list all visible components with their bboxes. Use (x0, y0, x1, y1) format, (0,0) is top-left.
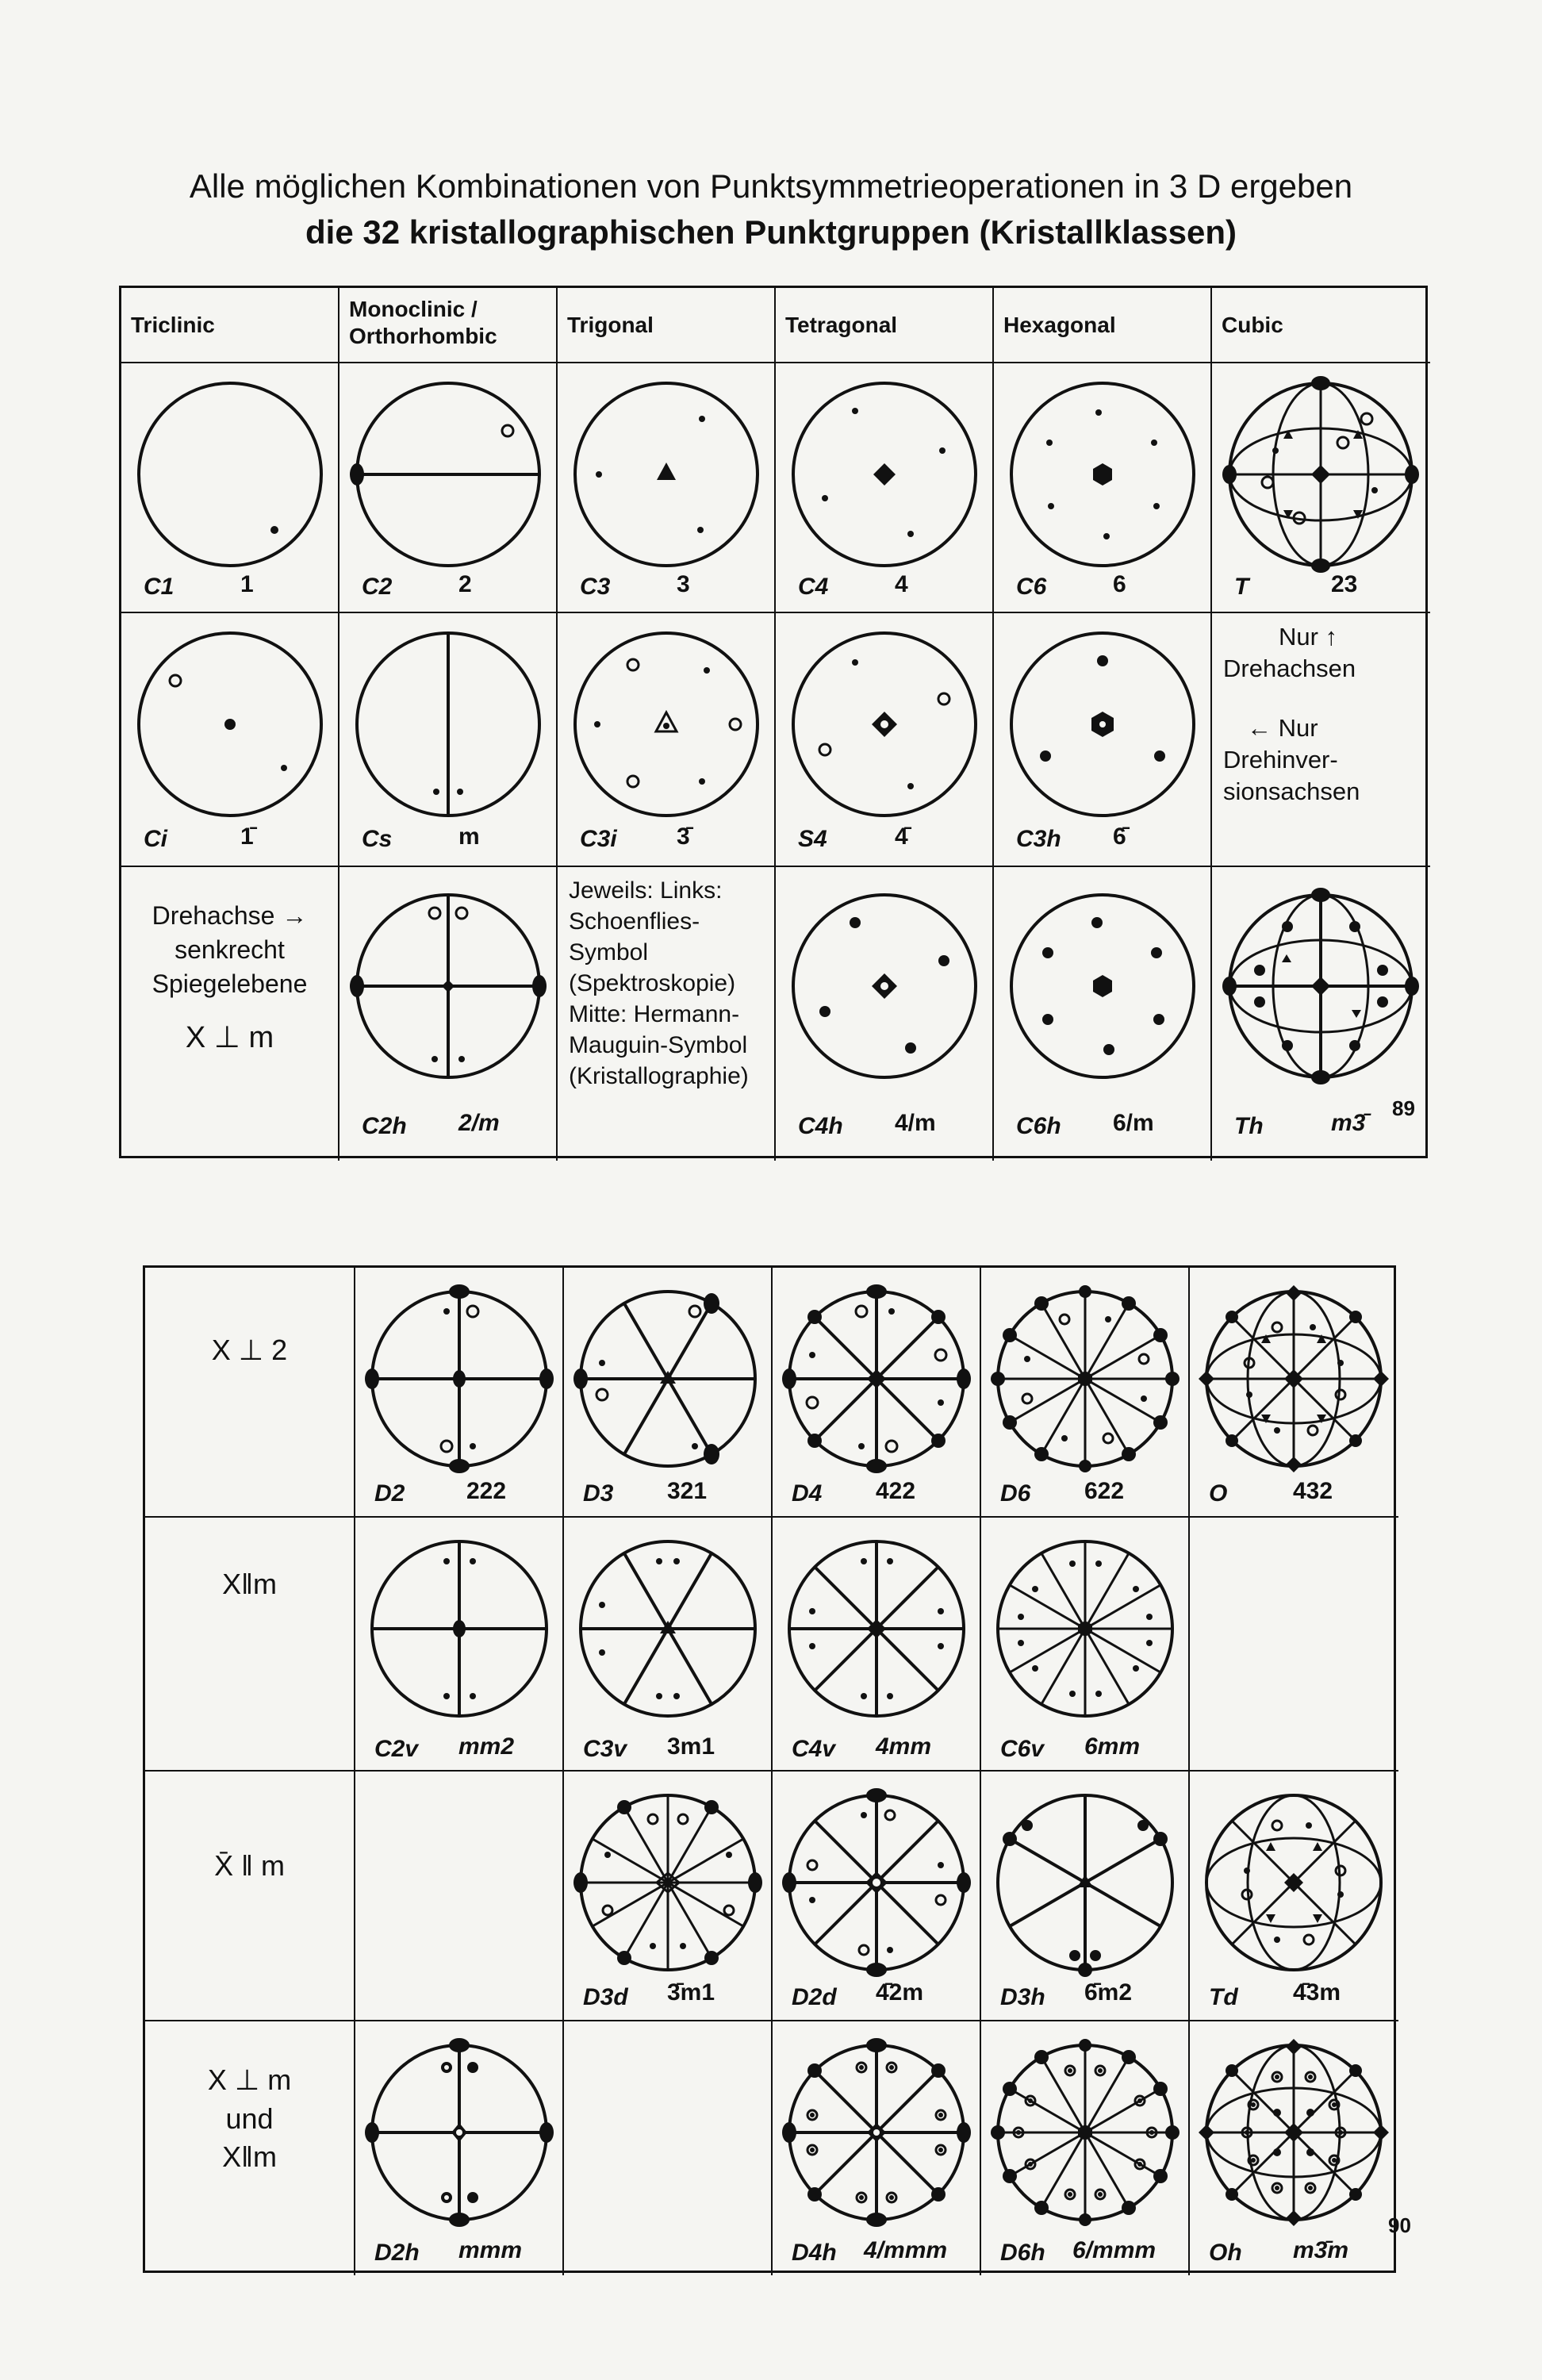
cell-empty (564, 2021, 773, 2275)
cell-D2d (773, 1772, 981, 2021)
cell-C1 (121, 363, 339, 613)
row-label-perp-and-parallel-m (145, 2021, 355, 2275)
note-line: sionsachsen (1223, 777, 1360, 806)
cell-C2v (355, 1518, 564, 1772)
note-line: Mitte: Hermann- (569, 1001, 740, 1027)
cell-C6 (994, 363, 1212, 613)
cell-C2 (339, 363, 558, 613)
schoenflies-symbol: C2 (362, 574, 393, 600)
hermann-mauguin-symbol: 3 (677, 571, 690, 597)
hermann-mauguin-symbol: 1̄ (240, 823, 254, 850)
hermann-mauguin-symbol: 4̄3m (1293, 1979, 1341, 2006)
row-label-perp (121, 867, 339, 1161)
schoenflies-symbol: C6h (1016, 1113, 1061, 1139)
hermann-mauguin-symbol: 3m1 (667, 1733, 715, 1760)
schoenflies-symbol: C3i (580, 826, 617, 852)
cell-C4v (773, 1518, 981, 1772)
hermann-mauguin-symbol: 222 (466, 1478, 507, 1504)
hermann-mauguin-symbol: 6/mmm (1072, 2237, 1156, 2263)
point-group-table-1 (119, 286, 1428, 1158)
row-label-parallel-m (145, 1518, 355, 1772)
hermann-mauguin-symbol: 6̄m2 (1084, 1979, 1133, 2006)
note-line: Nur ↑ (1279, 623, 1338, 651)
hermann-mauguin-symbol: 2 (458, 571, 472, 597)
row-label-line: Drehachse → (152, 901, 308, 930)
cell-O (1190, 1268, 1398, 1518)
schoenflies-symbol: C2h (362, 1113, 407, 1139)
cell-D2 (355, 1268, 564, 1518)
cell-empty (355, 1772, 564, 2021)
hermann-mauguin-symbol: 4/mmm (864, 2237, 948, 2263)
note-line: Schoenflies- (569, 908, 700, 935)
cell-D3d (564, 1772, 773, 2021)
row-label-line: X‖m (222, 1568, 277, 1600)
hermann-mauguin-symbol: 4 (895, 571, 908, 597)
cell-C3h (994, 613, 1212, 867)
hermann-mauguin-symbol: 4mm (876, 1733, 932, 1760)
point-group-table-2 (143, 1265, 1396, 2273)
schoenflies-symbol: D6 (1000, 1480, 1031, 1507)
cell-Ci (121, 613, 339, 867)
note-line: ← Nur (1247, 713, 1318, 742)
note-line: Drehinver- (1223, 745, 1338, 774)
note-line: Jeweils: Links: (569, 877, 723, 904)
note-line: Drehachsen (1223, 654, 1356, 683)
cell-C2h (339, 867, 558, 1161)
row-label-line: X ⊥ m (207, 2063, 292, 2096)
row-label-line: X ⊥ 2 (211, 1334, 288, 1366)
cell-D4 (773, 1268, 981, 1518)
cell-Oh (1190, 2021, 1398, 2275)
schoenflies-symbol: D3 (583, 1480, 614, 1507)
cell-C6h (994, 867, 1212, 1161)
cell-C4 (776, 363, 994, 613)
hermann-mauguin-symbol: 2/m (458, 1110, 500, 1136)
hermann-mauguin-symbol: 1 (240, 571, 254, 597)
row-label-line: und (225, 2102, 274, 2135)
cell-D6h (981, 2021, 1190, 2275)
note-line: (Kristallographie) (569, 1063, 749, 1089)
schoenflies-symbol: D2h (374, 2240, 420, 2266)
row-label-perp-2 (145, 1268, 355, 1518)
header-triclinic: Triclinic (121, 288, 339, 363)
title-line-2: die 32 kristallographischen Punktgruppen (Kristallklassen) (305, 213, 1237, 251)
schoenflies-symbol: D4h (792, 2240, 837, 2266)
cell-D3h (981, 1772, 1190, 2021)
page-number-90: 90 (1388, 2213, 1411, 2237)
schoenflies-symbol: D2d (792, 1984, 837, 2010)
schoenflies-symbol: T (1234, 574, 1249, 600)
schoenflies-symbol: C3v (583, 1736, 627, 1762)
schoenflies-symbol: D4 (792, 1480, 823, 1507)
schoenflies-symbol: S4 (798, 826, 827, 852)
schoenflies-symbol: C2v (374, 1736, 419, 1762)
schoenflies-symbol: D6h (1000, 2240, 1045, 2266)
row-label-inversion-parallel-m (145, 1772, 355, 2021)
schoenflies-symbol: Ci (144, 826, 167, 852)
schoenflies-symbol: D3h (1000, 1984, 1045, 2010)
header-cubic: Cubic (1212, 288, 1430, 363)
header-trigonal: Trigonal (558, 288, 776, 363)
cell-S4 (776, 613, 994, 867)
note-line: (Spektroskopie) (569, 970, 736, 996)
schoenflies-symbol: Th (1234, 1113, 1264, 1139)
row-label-line: Spiegelebene (152, 969, 308, 999)
hermann-mauguin-symbol: mmm (458, 2237, 523, 2263)
hermann-mauguin-symbol: 622 (1084, 1478, 1125, 1504)
hermann-mauguin-symbol: 6̄ (1113, 823, 1126, 850)
schoenflies-symbol: Cs (362, 826, 393, 852)
schoenflies-symbol: Oh (1209, 2240, 1242, 2266)
cell-T (1212, 363, 1430, 613)
hermann-mauguin-symbol: 4/m (895, 1110, 936, 1136)
header-tetragonal: Tetragonal (776, 288, 994, 363)
note-line: Symbol (569, 939, 649, 965)
schoenflies-symbol: C6 (1016, 574, 1047, 600)
row-label-line: X ⊥ m (185, 1020, 274, 1054)
schoenflies-symbol: C3 (580, 574, 611, 600)
cell-D2h (355, 2021, 564, 2275)
cell-Td (1190, 1772, 1398, 2021)
cell-C3v (564, 1518, 773, 1772)
hermann-mauguin-symbol: 4̄ (895, 823, 908, 850)
schoenflies-symbol: C1 (144, 574, 175, 600)
cell-C3 (558, 363, 776, 613)
hermann-mauguin-symbol: 3̄m1 (667, 1979, 715, 2006)
cell-C4h (776, 867, 994, 1161)
header-hexagonal: Hexagonal (994, 288, 1212, 363)
page-number-89: 89 (1392, 1096, 1415, 1120)
schoenflies-symbol: C6v (1000, 1736, 1045, 1762)
schoenflies-symbol: C3h (1016, 826, 1061, 852)
schoenflies-symbol: C4h (798, 1113, 843, 1139)
schoenflies-symbol: O (1209, 1480, 1228, 1507)
cell-D4h (773, 2021, 981, 2275)
row-label-line: X̄ ‖ m (214, 1849, 285, 1882)
hermann-mauguin-symbol: 23 (1331, 571, 1358, 597)
hermann-mauguin-symbol: m3̄ (1331, 1110, 1366, 1136)
hermann-mauguin-symbol: 4̄2m (876, 1979, 924, 2006)
hermann-mauguin-symbol: 6 (1113, 571, 1126, 597)
cell-D6 (981, 1268, 1190, 1518)
note-line: Mauguin-Symbol (569, 1032, 748, 1058)
hermann-mauguin-symbol: m (458, 823, 480, 850)
cell-C3i (558, 613, 776, 867)
hermann-mauguin-symbol: 3̄ (677, 823, 690, 850)
cell-D3 (564, 1268, 773, 1518)
hermann-mauguin-symbol: 422 (876, 1478, 916, 1504)
hermann-mauguin-symbol: 432 (1293, 1478, 1333, 1504)
schoenflies-symbol: C4 (798, 574, 829, 600)
row-label-line: X‖m (222, 2140, 277, 2174)
row-label-line: senkrecht (175, 935, 285, 965)
title-line-1: Alle möglichen Kombinationen von Punktsymmetrieoperationen in 3 D ergeben (189, 167, 1353, 205)
cell-Cs (339, 613, 558, 867)
hermann-mauguin-symbol: 6/m (1113, 1110, 1154, 1136)
schoenflies-symbol: C4v (792, 1736, 836, 1762)
cell-empty (1190, 1518, 1398, 1772)
cell-C6v (981, 1518, 1190, 1772)
note-symbols (558, 867, 776, 1161)
hermann-mauguin-symbol: 6mm (1084, 1733, 1141, 1760)
schoenflies-symbol: Td (1209, 1984, 1238, 2010)
schoenflies-symbol: D2 (374, 1480, 405, 1507)
header-monoclinic: Monoclinic / Orthorhombic (339, 288, 558, 363)
hermann-mauguin-symbol: m3̄m (1293, 2237, 1349, 2263)
schoenflies-symbol: D3d (583, 1984, 628, 2010)
hermann-mauguin-symbol: 321 (667, 1478, 708, 1504)
note-axes (1212, 613, 1430, 867)
hermann-mauguin-symbol: mm2 (458, 1733, 515, 1760)
